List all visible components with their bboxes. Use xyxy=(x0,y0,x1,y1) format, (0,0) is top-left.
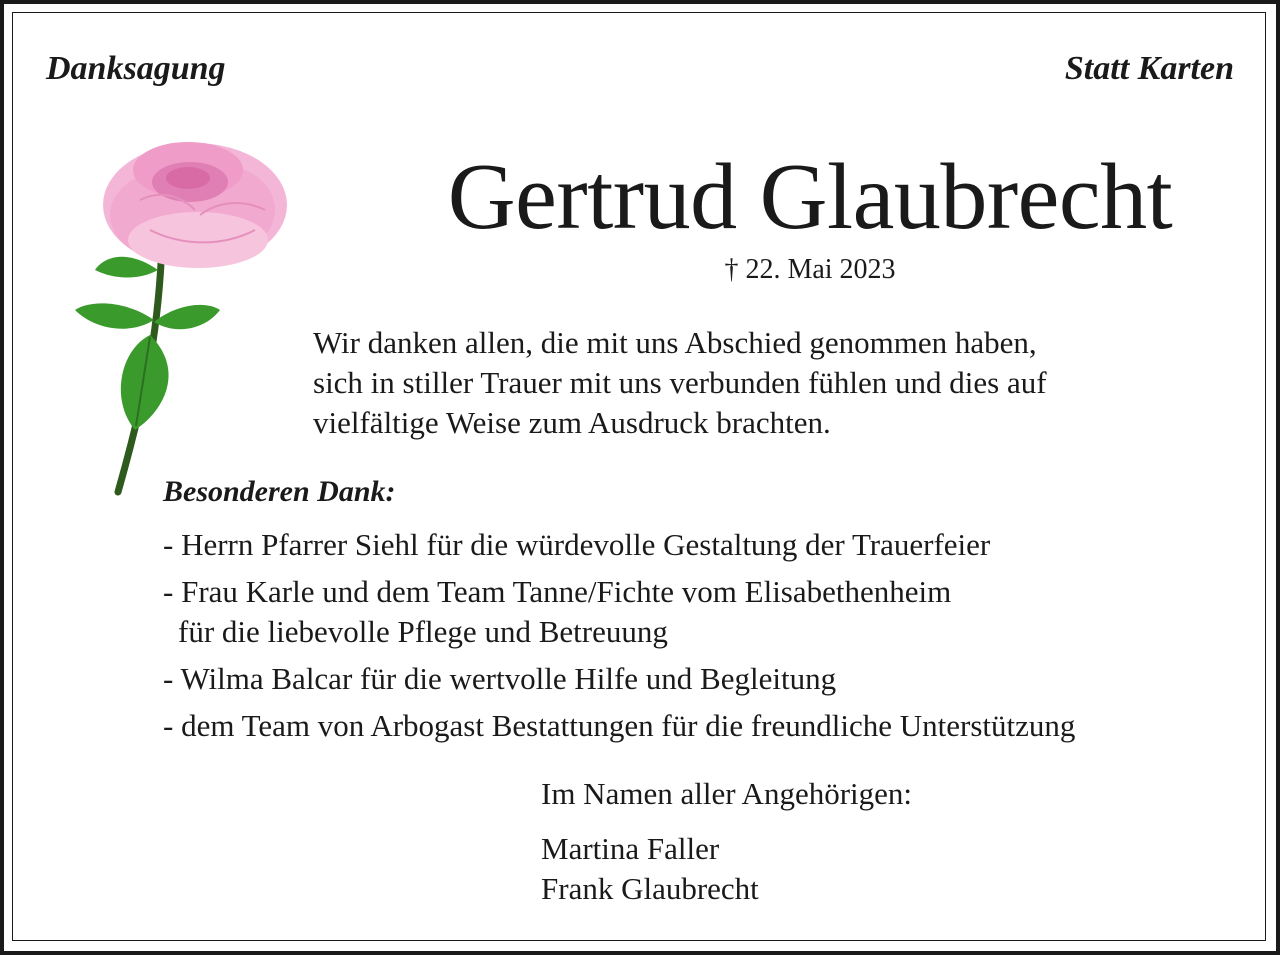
list-item-text: - dem Team von Arbogast Bestattungen für die freundliche Unterstützung xyxy=(163,708,1076,743)
list-item-text: - Herrn Pfarrer Siehl für die würdevolle Gestaltung der Trauerfeier xyxy=(163,527,991,562)
header-right-label: Statt Karten xyxy=(1064,50,1234,87)
list-item xyxy=(163,706,1243,746)
thanks-paragraph xyxy=(313,323,1213,443)
rose-icon xyxy=(70,130,290,500)
thanks-line: vielfältige Weise zum Ausdruck brachten. xyxy=(313,405,831,440)
deceased-name: Gertrud Glaubrecht xyxy=(447,145,1173,249)
thanks-line: Wir danken allen, die mit uns Abschied genommen haben, xyxy=(313,325,1037,360)
special-thanks-list xyxy=(163,525,1243,753)
list-item xyxy=(163,572,1243,652)
list-item xyxy=(163,659,1243,699)
signer-name: Martina Faller xyxy=(541,831,720,866)
signature-names xyxy=(541,829,759,909)
signer-name: Frank Glaubrecht xyxy=(541,871,759,906)
date-of-death: † 22. Mai 2023 xyxy=(724,254,896,285)
special-thanks-heading: Besonderen Dank: xyxy=(163,475,396,508)
signature-intro: Im Namen aller Angehörigen: xyxy=(541,776,913,811)
list-item-text: - Frau Karle und dem Team Tanne/Fichte vom Elisabethenheim xyxy=(163,574,952,609)
list-item xyxy=(163,525,1243,565)
header-left-label: Danksagung xyxy=(46,50,226,87)
list-item-text: - Wilma Balcar für die wertvolle Hilfe und Begleitung xyxy=(163,661,837,696)
list-item-continuation: für die liebevolle Pflege und Betreuung xyxy=(178,614,668,649)
thanks-line: sich in stiller Trauer mit uns verbunden fühlen und dies auf xyxy=(313,365,1047,400)
